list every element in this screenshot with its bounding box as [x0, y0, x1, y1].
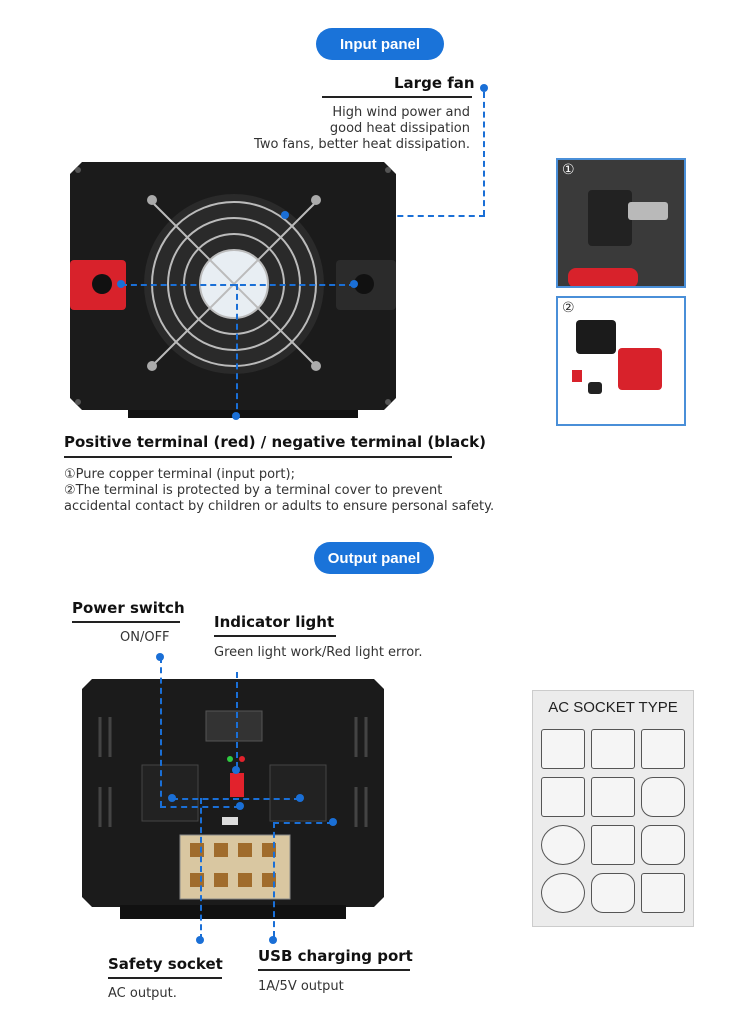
terminal-line-3: accidental contact by children or adults to ensure personal safety.: [64, 499, 495, 514]
callout-dot: [232, 766, 240, 774]
output-panel-title: Output panel: [327, 549, 421, 567]
input-panel-image: [68, 160, 398, 420]
power-switch-heading: Power switch: [72, 599, 185, 617]
callout-line: [236, 284, 238, 419]
socket-type-1-icon: [541, 729, 585, 769]
large-fan-heading: Large fan: [394, 74, 475, 92]
black-cover: [576, 320, 616, 354]
callout-dot: [117, 280, 125, 288]
large-fan-line-2: good heat dissipation: [329, 121, 470, 136]
photo-label-2: ②: [562, 300, 575, 316]
terminal-photo-1: [556, 158, 686, 288]
indicator-light-heading: Indicator light: [214, 613, 335, 631]
socket-type-4-icon: [541, 777, 585, 817]
callout-dot: [269, 936, 277, 944]
small-black-cap: [588, 382, 602, 394]
callout-dot: [156, 653, 164, 661]
large-fan-line-3: Two fans, better heat dissipation.: [254, 137, 470, 152]
red-cover: [568, 268, 638, 288]
callout-dot: [296, 794, 304, 802]
callout-line: [273, 822, 333, 824]
callout-line: [121, 284, 355, 286]
terminal-line-1: ①Pure copper terminal (input port);: [64, 467, 295, 482]
socket-type-5-icon: [591, 777, 635, 817]
ac-socket-panel: [532, 690, 694, 927]
callout-dot: [168, 794, 176, 802]
callout-dot: [281, 211, 289, 219]
callout-line: [483, 92, 485, 216]
large-fan-underline: [322, 96, 472, 98]
terminal-underline: [64, 456, 452, 458]
indicator-light-underline: [214, 635, 336, 637]
input-panel-title: Input panel: [340, 35, 420, 53]
power-switch-text: ON/OFF: [120, 630, 170, 645]
safety-socket-text: AC output.: [108, 986, 177, 1001]
terminal-line-2: ②The terminal is protected by a terminal cover to prevent: [64, 483, 443, 498]
socket-type-10-icon: [541, 873, 585, 913]
output-panel-badge: [314, 542, 434, 574]
terminal-photo-2: [556, 296, 686, 426]
small-red-cap: [572, 370, 582, 382]
callout-dot: [350, 280, 358, 288]
input-panel-badge: [316, 28, 444, 60]
callout-line: [172, 798, 300, 800]
red-cover: [618, 348, 662, 390]
safety-socket-heading: Safety socket: [108, 955, 223, 973]
usb-port-text: 1A/5V output: [258, 979, 344, 994]
ac-socket-title: AC SOCKET TYPE: [548, 699, 678, 716]
callout-dot: [232, 412, 240, 420]
safety-socket-underline: [108, 977, 222, 979]
indicator-light-text: Green light work/Red light error.: [214, 645, 423, 660]
power-switch-underline: [72, 621, 180, 623]
callout-dot: [196, 936, 204, 944]
callout-dot: [236, 802, 244, 810]
callout-line: [200, 798, 202, 940]
socket-type-9-icon: [641, 825, 685, 865]
terminal-heading: Positive terminal (red) / negative terminal (black): [64, 433, 486, 451]
large-fan-line-1: High wind power and: [332, 105, 470, 120]
socket-type-6-icon: [641, 777, 685, 817]
usb-port-heading: USB charging port: [258, 947, 413, 965]
socket-type-2-icon: [591, 729, 635, 769]
terminal-block: [588, 190, 632, 246]
socket-type-12-icon: [641, 873, 685, 913]
callout-dot: [329, 818, 337, 826]
callout-dot: [480, 84, 488, 92]
socket-type-8-icon: [591, 825, 635, 865]
socket-type-3-icon: [641, 729, 685, 769]
socket-type-11-icon: [591, 873, 635, 913]
socket-type-7-icon: [541, 825, 585, 865]
usb-port-underline: [258, 969, 410, 971]
photo-label-1: ①: [562, 162, 575, 178]
copper-bolt: [628, 202, 668, 220]
callout-line: [273, 822, 275, 937]
callout-line: [236, 672, 238, 768]
callout-line: [160, 657, 162, 807]
